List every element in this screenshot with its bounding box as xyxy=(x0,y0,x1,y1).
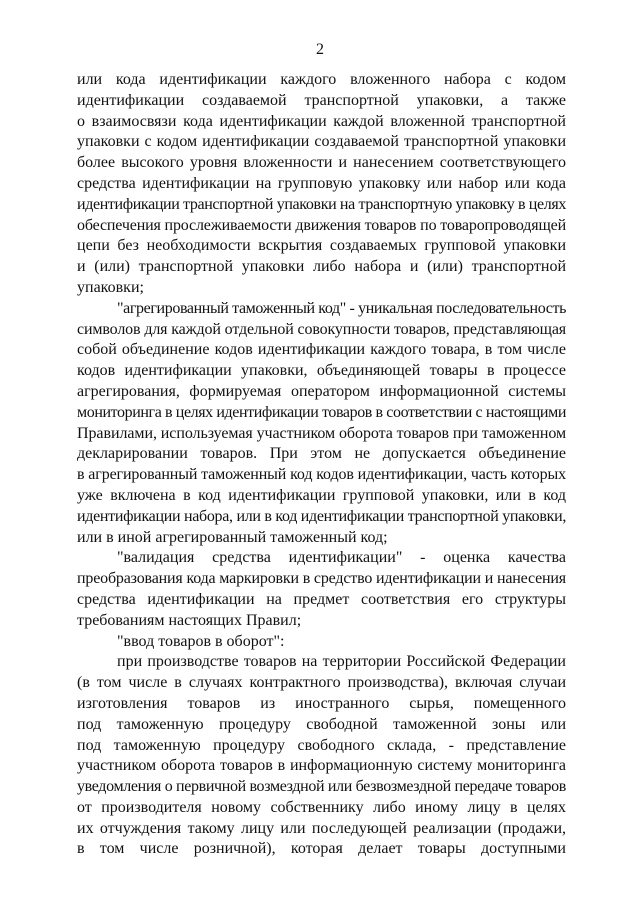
text-line: уведомления о первичной возмездной или безвозмездной передаче товаров xyxy=(77,778,567,796)
text-line: в том числе розничной), которая делает товары доступными xyxy=(77,840,566,858)
text-line: о взаимосвязи кода идентификации каждой вложенной транспортной xyxy=(77,112,566,130)
text-line: или в иной агрегированный таможенный код; xyxy=(77,528,388,546)
text-line: идентификации создаваемой транспортной упаковки, а также xyxy=(77,91,566,109)
text-line: и (или) транспортной упаковки либо набора и (или) транспортной xyxy=(77,258,566,276)
text-line: от производителя новому собственнику либо иному лицу в целях xyxy=(77,798,566,816)
text-line: (в том числе в случаях контрактного производства), включая случаи xyxy=(77,674,566,692)
text-line: участником оборота товаров в информационную систему мониторинга xyxy=(77,757,566,775)
text-line: "ввод товаров в оборот": xyxy=(117,632,285,650)
text-line: изготовления товаров из иностранного сырья, помещенного xyxy=(77,694,566,712)
text-line: при производстве товаров на территории Российской Федерации xyxy=(117,653,566,671)
text-line: собой объединение кодов идентификации каждого товара, в том числе xyxy=(77,341,566,359)
text-line: требованиям настоящих Правил; xyxy=(77,611,302,629)
text-line: обеспечения прослеживаемости движения товаров по товаропроводящей xyxy=(77,216,567,234)
text-line: средства идентификации на предмет соответствия его структуры xyxy=(77,590,566,608)
text-line: более высокого уровня вложенности и нанесением соответствующего xyxy=(77,154,566,172)
text-line: "агрегированный таможенный код" - уникальная последовательность xyxy=(117,299,566,317)
text-line: упаковки; xyxy=(77,278,144,296)
text-line: или кода идентификации каждого вложенного набора с кодом xyxy=(77,71,566,88)
text-line: декларировании товаров. При этом не допускается объединение xyxy=(77,445,566,463)
text-line: преобразования кода маркировки в средство идентификации и нанесения xyxy=(77,570,566,588)
text-line: Правилами, используемая участником оборота товаров при таможенном xyxy=(77,424,567,442)
text-line: "валидация средства идентификации" - оценка качества xyxy=(117,549,566,567)
text-line: символов для каждой отдельной совокупности товаров, представляющая xyxy=(77,320,567,338)
text-line: под таможенную процедуру свободной таможенной зоны или xyxy=(77,715,566,733)
text-line: в агрегированный таможенный код кодов идентификации, часть которых xyxy=(77,466,566,484)
text-line: средства идентификации на групповую упаковку или набор или кода xyxy=(77,174,566,192)
text-line: идентификации набора, или в код идентификации транспортной упаковки, xyxy=(77,507,567,525)
page-number: 2 xyxy=(316,41,324,58)
text-line: уже включена в код идентификации групповой упаковки, или в код xyxy=(77,486,566,504)
text-line: под таможенную процедуру свободного склада, - представление xyxy=(77,736,566,754)
document-body xyxy=(77,70,566,860)
text-line: идентификации транспортной упаковки на транспортную упаковку в целях xyxy=(77,195,566,213)
text-line: их отчуждения такому лицу или последующей реализации (продажи, xyxy=(77,819,566,837)
text-line: упаковки с кодом идентификации создаваемой транспортной упаковки xyxy=(77,133,566,151)
text-line: кодов идентификации упаковки, объединяющей товары в процессе xyxy=(77,362,566,380)
text-line: цепи без необходимости вскрытия создаваемых групповой упаковки xyxy=(77,237,566,255)
text-line: агрегирования, формируемая оператором информационной системы xyxy=(77,382,566,400)
text-line: мониторинга в целях идентификации товаров в соответствии с настоящими xyxy=(77,403,566,421)
